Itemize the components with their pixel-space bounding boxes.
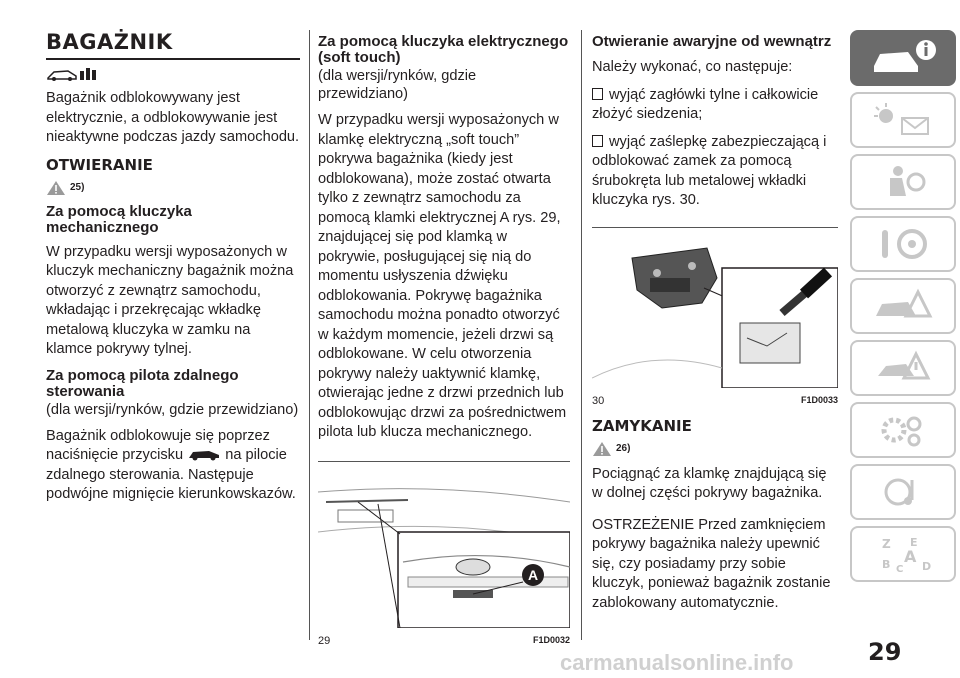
index-icon (868, 534, 938, 574)
column-2 (318, 28, 570, 647)
watermark: carmanualsonline.info (560, 650, 794, 675)
section-tabs (850, 30, 960, 588)
mechanical-key-text: W przypadku wersji wyposażonych w kluczyk mechaniczny bagażnik można otworzyć z zewnątrz samochodu, wkładając i przekręcając wkładkę metalową kluczyka w zamku na klamce pokrywy tylnej. (46, 243, 294, 357)
breakdown-icon (868, 348, 938, 388)
soft-touch-heading: Za pomocą kluczyka elektrycznego (soft touch) (318, 33, 569, 66)
tailgate-handle-illustration (318, 462, 570, 628)
emergency-heading: Otwieranie awaryjne od wewnątrz (592, 33, 832, 50)
airbag-icon (868, 162, 938, 202)
lights-icon (868, 100, 938, 140)
tab-driving[interactable] (850, 216, 956, 272)
tab-index[interactable] (850, 526, 956, 582)
svg-text:B: B (882, 558, 891, 571)
title-rule (46, 58, 300, 60)
svg-text:D: D (922, 560, 932, 573)
figure-number: 30 (592, 394, 605, 407)
column-1 (46, 28, 300, 513)
soft-touch-text: W przypadku wersji wyposażonych w klamkę elektryczną „soft touch” pokrywa bagażnika (kiedy jest odblokowana), może zostać otwarta tylko z zewnątrz samochodu za pomocą klamki elektrycznej A rys. 29, znajdującej się pod klamką w pokrywie, posługującej się nią do momentu usłyszenia dźwięku odblokowania. Pokrywę bagażnika samochodu można ponadto otworzyć w każdym momencie, jeżeli drzwi są odblokowane. W celu otworzenia pokrywy należy uaktywnić klamkę, otwierając jedne z drzwi przednich lub odblokowując drzwi za pośrednictwem pilota lub klucza mechanicznego. (318, 112, 567, 440)
warning-reference: 26) (592, 441, 838, 457)
figure-caption (318, 635, 570, 647)
figure-29 (318, 461, 570, 647)
page-title: BAGAŻNIK (46, 30, 173, 54)
remote-text: Bagażnik odblokowuje się poprzez naciśnięcie przycisku na pilocie zdalnego sterowania. Następuje podwójne mignięcie kierunkowskazów. (46, 427, 296, 502)
tab-multimedia[interactable] (850, 464, 956, 520)
callout-label: A (527, 566, 539, 583)
warning-reference: 25) (46, 180, 300, 196)
steering-icon (868, 224, 938, 264)
intro-paragraph: Bagażnik odblokowywany jest elektrycznie, a odblokowywanie jest nieaktywne podczas jazdy samochodu. (46, 90, 300, 145)
figure-code: F1D0033 (800, 394, 838, 405)
emergency-intro: Należy wykonać, co następuje: (592, 59, 793, 75)
section-heading-open: OTWIERANIE (46, 155, 153, 174)
remote-subtitle: (dla wersji/rynków, gdzie przewidziano) (46, 401, 299, 418)
multimedia-icon (868, 472, 938, 512)
step-1: wyjąć zagłówki tylne i całkowicie złożyć siedzenia; (592, 86, 819, 122)
warning-triangle-icon (592, 441, 612, 457)
svg-text:Z: Z (882, 537, 891, 551)
tab-maintenance[interactable] (850, 402, 956, 458)
page-number: 29 (868, 638, 902, 666)
column-3 (592, 28, 838, 621)
step-2: wyjąć zaślepkę zabezpieczającą i odblokować zamek za pomocą śrubokręta lub metalowej wkładki kluczyka rys. 30. (592, 133, 827, 208)
closing-text: Pociągnąć za klamkę znajdującą się w dolnej części pokrywy bagażnika. (592, 465, 827, 501)
trunk-button-icon (187, 447, 221, 461)
svg-text:C: C (896, 564, 904, 574)
warning-triangle-icon (46, 180, 66, 196)
tab-car-info[interactable] (850, 30, 956, 86)
section-heading-close: ZAMYKANIE (592, 416, 692, 435)
figure-30 (592, 227, 838, 407)
remote-heading: Za pomocą pilota zdalnego sterowania (46, 366, 239, 400)
warning-car-icon (868, 286, 938, 326)
figure-caption (592, 395, 838, 407)
tab-emergency[interactable] (850, 340, 956, 396)
soft-touch-subtitle: (dla wersji/rynków, gdzie przewidziano) (318, 68, 477, 102)
maintenance-icon (868, 410, 938, 450)
mechanical-key-heading: Za pomocą kluczyka mechanicznego (46, 202, 192, 236)
tab-lights[interactable] (850, 92, 956, 148)
tab-safety[interactable] (850, 154, 956, 210)
svg-text:E: E (910, 536, 918, 549)
bullet-icon (592, 135, 603, 147)
closing-warning: OSTRZEŻENIE Przed zamknięciem pokrywy bagażnika należy upewnić się, czy posiadamy przy sobie kluczyk, ponieważ bagażnik zostanie zablokowany automatycznie. (592, 516, 831, 611)
car-info-icon (868, 38, 938, 78)
figure-code: F1D0032 (532, 634, 570, 645)
lock-release-illustration (592, 228, 838, 388)
tab-warnings[interactable] (850, 278, 956, 334)
bullet-icon (592, 88, 603, 100)
figure-number: 29 (318, 634, 331, 647)
svg-text:A: A (904, 547, 917, 566)
car-lock-icon (46, 66, 300, 87)
